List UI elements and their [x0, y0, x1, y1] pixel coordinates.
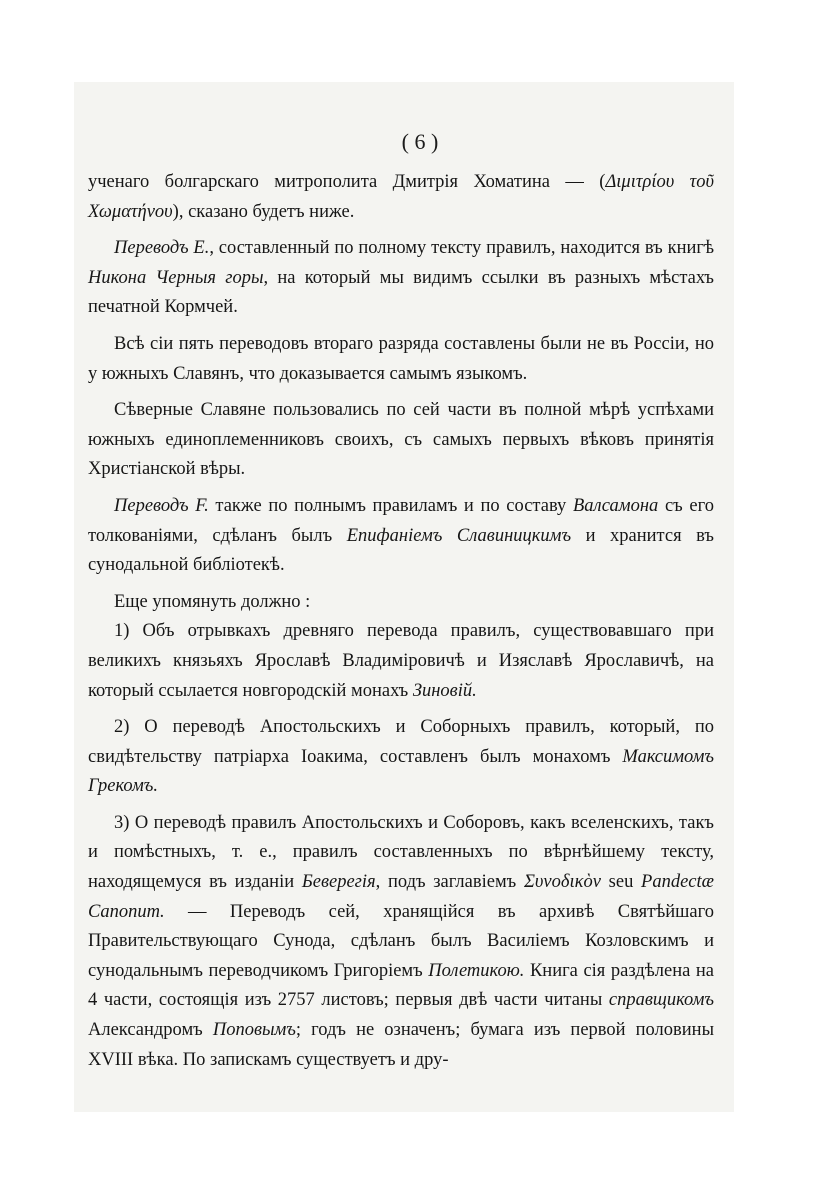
p8-text-g: — Переводъ сей, хранящійся въ архивѣ Святѣйшаго Правительствующаго Сунода, сдѣланъ былъ Василіемъ Козловскимъ и сунодальнымъ переводчикомъ Григоріемъ [88, 901, 714, 981]
p6-name-zinoviy: Зиновій. [412, 680, 477, 701]
page-body [88, 168, 714, 1075]
p8-greek-title: Συνοδικὸν [523, 872, 601, 893]
p1-book-name: Никона Черныя горы [88, 267, 264, 288]
p8-text-m: ; годъ не означенъ; бумага изъ первой половины XVIII вѣка. По запискамъ существуетъ и дру- [88, 1020, 714, 1070]
p7-text-a: 2) О переводѣ Апостольскихъ и Соборныхъ правилъ, который, по свидѣтельству патріарха Іоакима, составленъ былъ монахомъ [88, 717, 714, 767]
paragraph-6 [88, 617, 714, 706]
p4-text-b: также по полнымъ правиламъ и по составу [208, 495, 573, 516]
paragraph-2: Всѣ сіи пять переводовъ втораго разряда составлены были не въ Россіи, но у южныхъ Славянъ, что доказывается самымъ языкомъ. [88, 333, 714, 384]
p8-name-beveregiy: Беверегія [301, 872, 376, 893]
p8-spravshchik: справщикомъ [608, 990, 714, 1011]
p4-text-d: съ его толкованіями, сдѣланъ былъ [88, 495, 714, 546]
p4-name-epifaniy: Епифаніемъ Славиницкимъ [346, 525, 572, 546]
p7-name-maksim: Максимомъ Грекомъ. [88, 746, 714, 797]
p1-label: Переводъ Е. [114, 238, 210, 259]
p6-text-a: 1) Объ отрывкахъ древняго перевода правилъ, существовавшаго при великихъ князьяхъ Ярославѣ Владиміровичѣ и Изяславѣ Ярославичѣ, на который ссылается новгородскій монахъ [88, 621, 714, 701]
p8-text-e: seu [600, 872, 642, 893]
p0-greek-name: Διμιτρίου τοῦ Χωματήνου [88, 172, 715, 222]
paragraph-7 [88, 713, 714, 802]
p8-latin-title: Pandectæ Canonum. [88, 872, 714, 922]
paragraph-0 [88, 168, 714, 227]
paragraph-8 [88, 809, 714, 1075]
p4-text-f: и хранится въ сунодальной библіотекѣ. [88, 525, 714, 576]
p1-text-d: , на который мы видимъ ссылки въ разныхъ мѣстахъ печатной Кормчей. [88, 267, 714, 318]
p8-name-popov: Поповымъ [212, 1020, 296, 1041]
p4-label: Переводъ F. [114, 495, 209, 516]
p8-text-a: 3) О переводѣ правилъ Апостольскихъ и Соборовъ, какъ вселенскихъ, такъ и помѣстныхъ, т. е., правилъ составленныхъ по вѣрнѣйшему тексту, находящемуся въ изданіи [88, 812, 714, 893]
p0-text-a: ученаго болгарскаго митрополита Дмитрія Хоматина — ( [88, 172, 606, 192]
page-number: ( 6 ) [401, 129, 439, 154]
paragraph-5: Еще упомянуть должно : [114, 591, 311, 612]
p8-name-poletika: Полетикою. [428, 960, 525, 981]
paragraph-1 [88, 234, 714, 323]
paragraph-3: Сѣверные Славяне пользовались по сей части въ полной мѣрѣ успѣхами южныхъ единоплеменниковъ своихъ, съ самыхъ первыхъ вѣковъ принятія Христіанской вѣры. [88, 400, 714, 480]
p8-text-c: , подъ заглавіемъ [375, 872, 524, 893]
p4-name-valsamon: Валсамона [572, 495, 659, 516]
p1-text-b: , составленный по полному тексту правилъ, находится въ книгѣ [209, 238, 715, 259]
paragraph-4 [88, 492, 714, 581]
p8-text-i: Книга сія раздѣлена на 4 части, состоящія изъ 2757 листовъ; первыя двѣ части читаны [88, 960, 715, 1011]
p0-text-c: ), сказано будетъ ниже. [172, 201, 355, 222]
p8-text-k: Александромъ [88, 1020, 213, 1041]
